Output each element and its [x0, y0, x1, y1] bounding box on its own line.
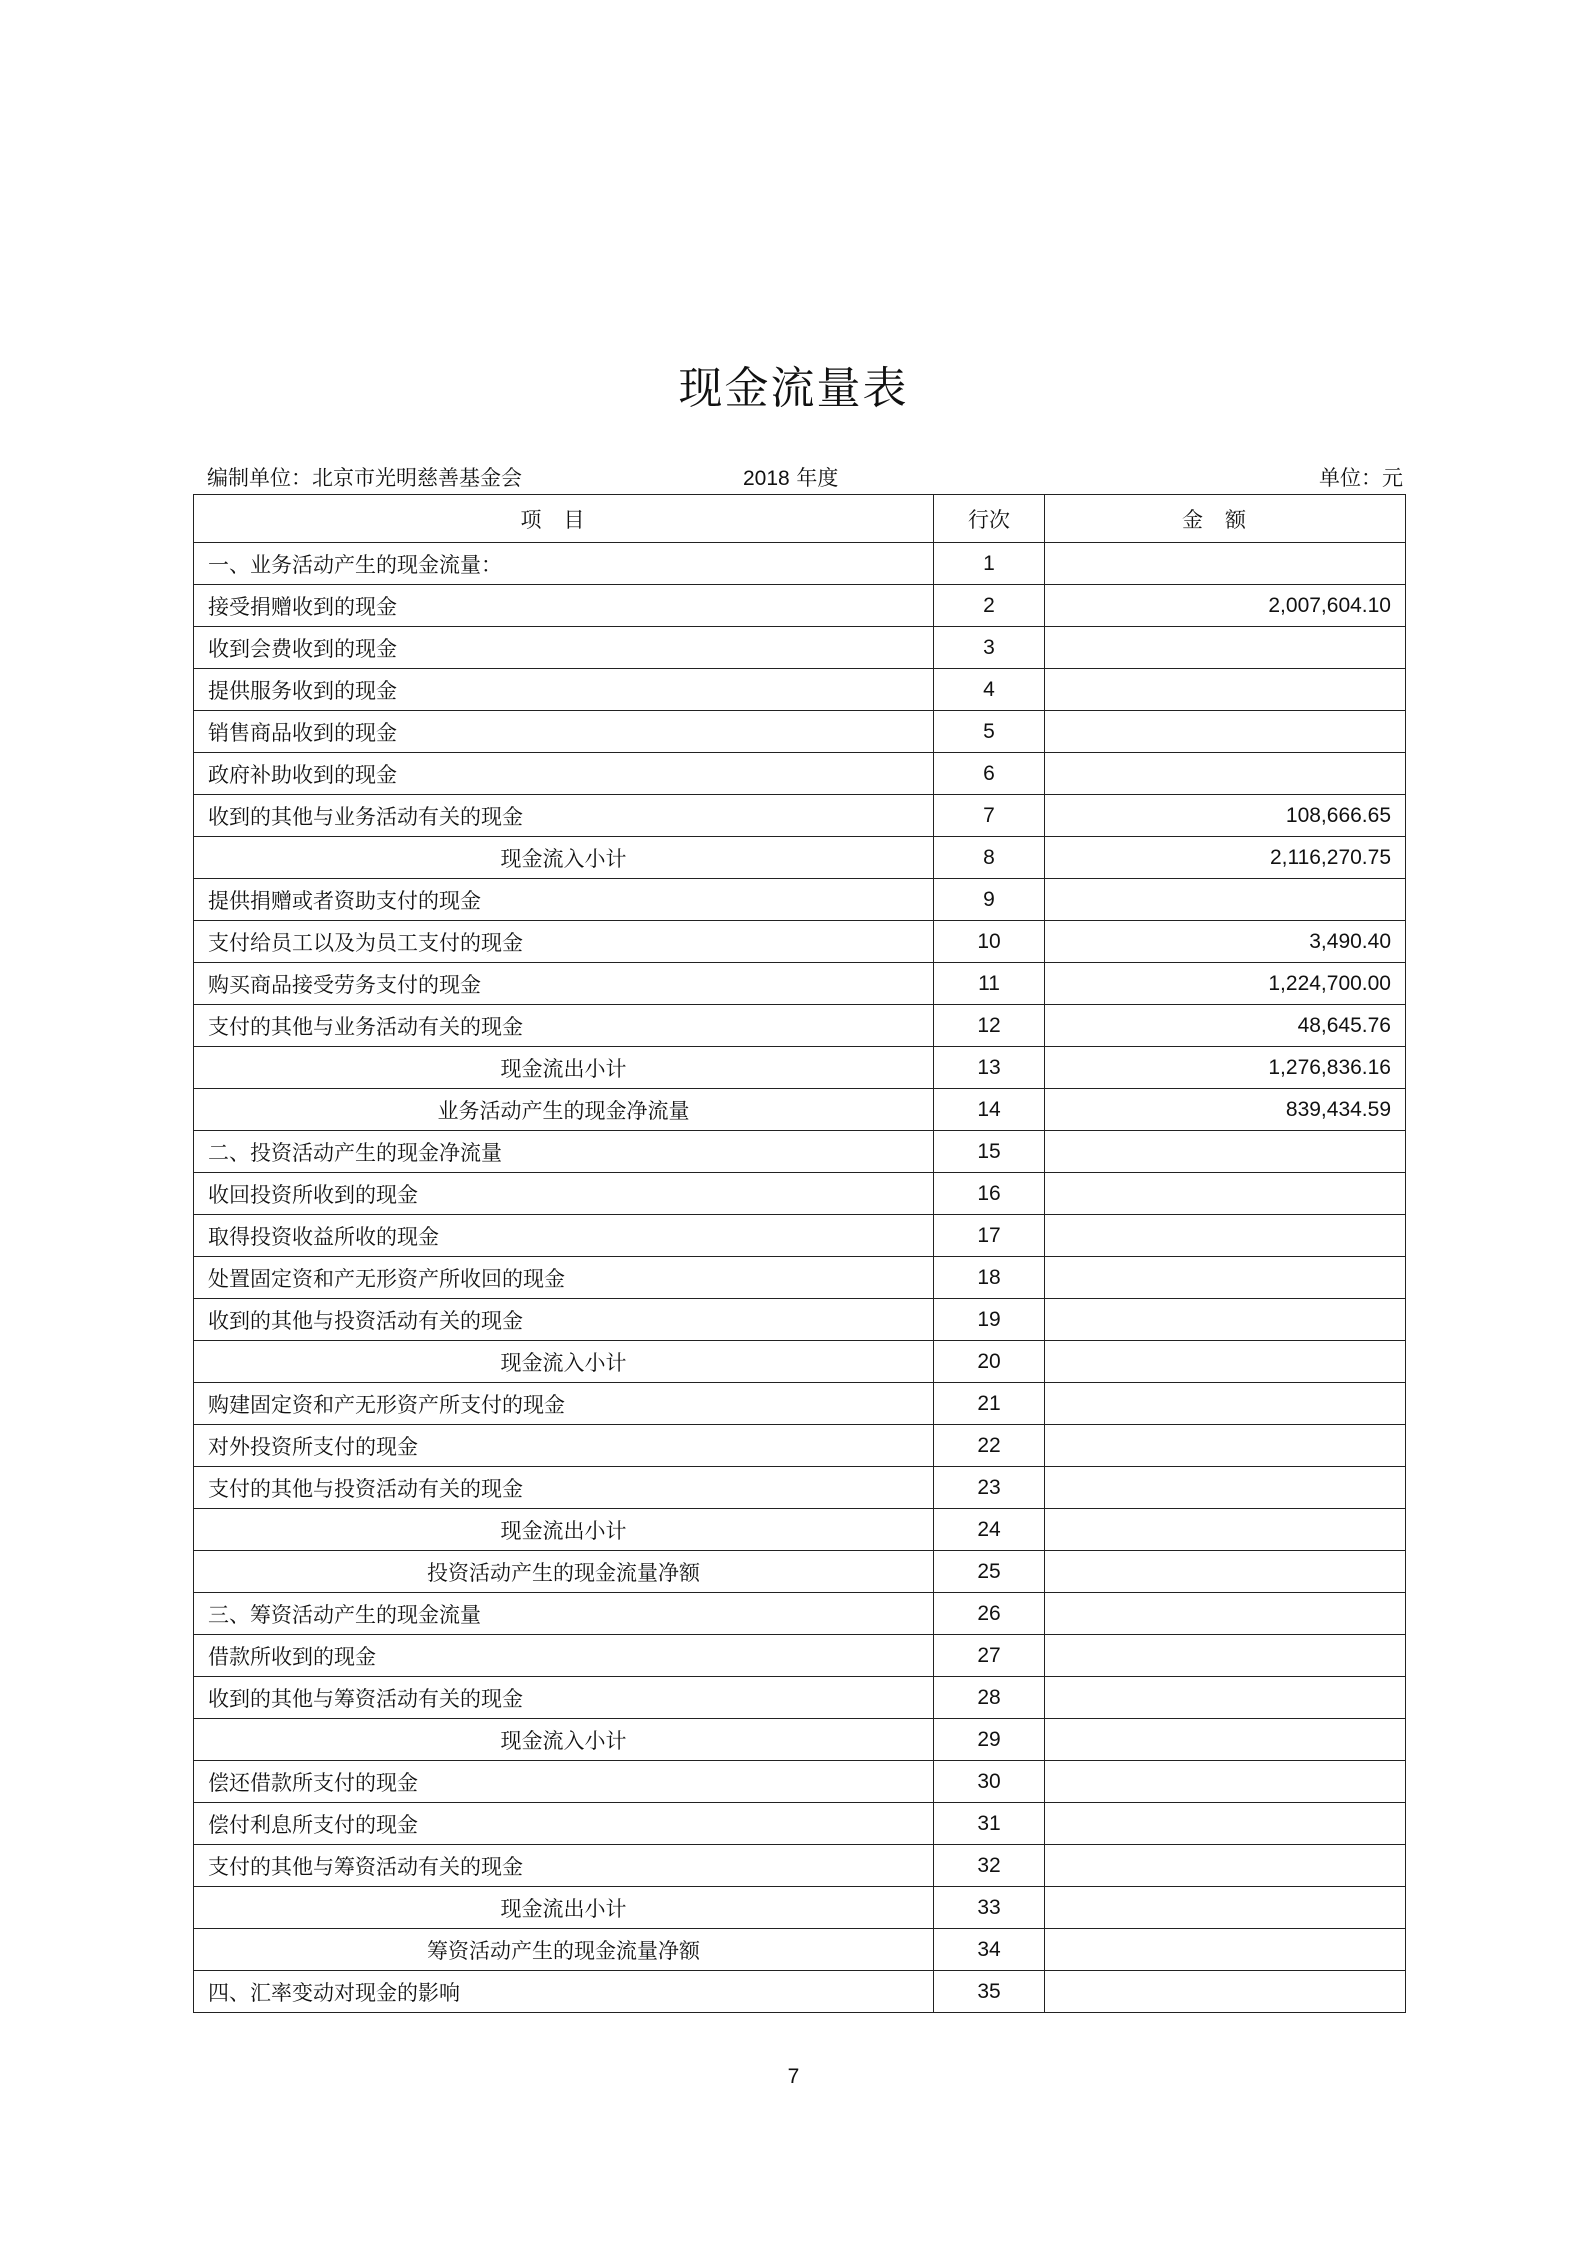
table-row	[194, 837, 1406, 879]
row-item: 现金流出小计	[194, 1509, 934, 1551]
row-item: 收到会费收到的现金	[194, 627, 934, 669]
row-amount: 108,666.65	[1045, 795, 1406, 837]
table-row	[194, 1593, 1406, 1635]
row-item: 支付的其他与业务活动有关的现金	[194, 1005, 934, 1047]
row-line-no: 4	[934, 669, 1045, 711]
row-item: 现金流出小计	[194, 1887, 934, 1929]
table-row	[194, 1887, 1406, 1929]
row-line-no: 28	[934, 1677, 1045, 1719]
row-line-no: 33	[934, 1887, 1045, 1929]
header-amount: 金额	[1045, 495, 1406, 543]
table-row	[194, 1509, 1406, 1551]
table-row	[194, 1089, 1406, 1131]
row-line-no: 13	[934, 1047, 1045, 1089]
table-row	[194, 963, 1406, 1005]
row-amount	[1045, 1131, 1406, 1173]
row-amount	[1045, 1257, 1406, 1299]
row-amount: 2,116,270.75	[1045, 837, 1406, 879]
row-amount	[1045, 1593, 1406, 1635]
row-item: 偿付利息所支付的现金	[194, 1803, 934, 1845]
row-item: 现金流出小计	[194, 1047, 934, 1089]
table-row	[194, 627, 1406, 669]
row-amount	[1045, 1929, 1406, 1971]
row-amount	[1045, 1173, 1406, 1215]
row-item: 支付给员工以及为员工支付的现金	[194, 921, 934, 963]
row-line-no: 8	[934, 837, 1045, 879]
table-row	[194, 1047, 1406, 1089]
row-item: 借款所收到的现金	[194, 1635, 934, 1677]
row-amount	[1045, 1971, 1406, 2013]
row-amount	[1045, 1551, 1406, 1593]
table-row	[194, 1131, 1406, 1173]
table-row	[194, 879, 1406, 921]
row-line-no: 2	[934, 585, 1045, 627]
row-line-no: 35	[934, 1971, 1045, 2013]
row-item: 投资活动产生的现金流量净额	[194, 1551, 934, 1593]
row-line-no: 20	[934, 1341, 1045, 1383]
header-line-no: 行次	[934, 495, 1045, 543]
row-amount: 3,490.40	[1045, 921, 1406, 963]
row-item: 政府补助收到的现金	[194, 753, 934, 795]
row-amount	[1045, 711, 1406, 753]
table-row	[194, 1635, 1406, 1677]
table-row	[194, 669, 1406, 711]
table-row	[194, 1929, 1406, 1971]
row-amount	[1045, 1215, 1406, 1257]
row-item: 支付的其他与筹资活动有关的现金	[194, 1845, 934, 1887]
row-amount	[1045, 1383, 1406, 1425]
row-amount	[1045, 1467, 1406, 1509]
table-row	[194, 921, 1406, 963]
row-amount	[1045, 1677, 1406, 1719]
row-amount	[1045, 879, 1406, 921]
row-item: 偿还借款所支付的现金	[194, 1761, 934, 1803]
row-item: 收到的其他与筹资活动有关的现金	[194, 1677, 934, 1719]
row-line-no: 24	[934, 1509, 1045, 1551]
row-line-no: 3	[934, 627, 1045, 669]
row-amount	[1045, 1509, 1406, 1551]
row-item: 收回投资所收到的现金	[194, 1173, 934, 1215]
row-item: 支付的其他与投资活动有关的现金	[194, 1467, 934, 1509]
report-meta	[193, 462, 1403, 492]
table-row	[194, 1383, 1406, 1425]
row-amount	[1045, 627, 1406, 669]
table-row	[194, 1971, 1406, 2013]
row-line-no: 22	[934, 1425, 1045, 1467]
row-item: 业务活动产生的现金净流量	[194, 1089, 934, 1131]
table-row	[194, 1257, 1406, 1299]
reporting-period	[743, 462, 838, 492]
row-line-no: 1	[934, 543, 1045, 585]
row-amount	[1045, 1719, 1406, 1761]
row-item: 提供捐赠或者资助支付的现金	[194, 879, 934, 921]
row-item: 收到的其他与投资活动有关的现金	[194, 1299, 934, 1341]
row-line-no: 26	[934, 1593, 1045, 1635]
row-item: 一、业务活动产生的现金流量：	[194, 543, 934, 585]
table-header-row	[194, 495, 1406, 543]
row-amount: 839,434.59	[1045, 1089, 1406, 1131]
table-row	[194, 1845, 1406, 1887]
table-row	[194, 585, 1406, 627]
table-row	[194, 1551, 1406, 1593]
header-item: 项目	[194, 495, 934, 543]
row-amount	[1045, 753, 1406, 795]
row-item: 筹资活动产生的现金流量净额	[194, 1929, 934, 1971]
row-line-no: 18	[934, 1257, 1045, 1299]
table-row	[194, 543, 1406, 585]
table-row	[194, 753, 1406, 795]
row-line-no: 5	[934, 711, 1045, 753]
row-line-no: 9	[934, 879, 1045, 921]
row-amount: 48,645.76	[1045, 1005, 1406, 1047]
table-row	[194, 795, 1406, 837]
row-amount: 2,007,604.10	[1045, 585, 1406, 627]
row-item: 四、汇率变动对现金的影响	[194, 1971, 934, 2013]
row-line-no: 15	[934, 1131, 1045, 1173]
table-row	[194, 1005, 1406, 1047]
table-row	[194, 1719, 1406, 1761]
row-line-no: 19	[934, 1299, 1045, 1341]
row-item: 接受捐赠收到的现金	[194, 585, 934, 627]
row-item: 现金流入小计	[194, 837, 934, 879]
row-line-no: 34	[934, 1929, 1045, 1971]
row-amount	[1045, 1845, 1406, 1887]
table-row	[194, 1341, 1406, 1383]
reporting-year: 2018	[743, 467, 790, 490]
row-amount	[1045, 1803, 1406, 1845]
row-line-no: 30	[934, 1761, 1045, 1803]
row-item: 销售商品收到的现金	[194, 711, 934, 753]
row-amount	[1045, 1761, 1406, 1803]
row-line-no: 6	[934, 753, 1045, 795]
row-item: 提供服务收到的现金	[194, 669, 934, 711]
row-amount	[1045, 1887, 1406, 1929]
reporting-year-suffix: 年度	[789, 466, 839, 490]
row-item: 现金流入小计	[194, 1719, 934, 1761]
table-body	[194, 543, 1406, 2013]
row-line-no: 32	[934, 1845, 1045, 1887]
row-line-no: 29	[934, 1719, 1045, 1761]
row-item: 对外投资所支付的现金	[194, 1425, 934, 1467]
row-item: 三、筹资活动产生的现金流量	[194, 1593, 934, 1635]
row-item: 现金流入小计	[194, 1341, 934, 1383]
page-title: 现金流量表	[678, 363, 909, 414]
row-amount: 1,276,836.16	[1045, 1047, 1406, 1089]
table-row	[194, 1677, 1406, 1719]
table-row	[194, 1803, 1406, 1845]
table-row	[194, 1215, 1406, 1257]
row-line-no: 12	[934, 1005, 1045, 1047]
row-amount	[1045, 1425, 1406, 1467]
table-row	[194, 1761, 1406, 1803]
row-line-no: 10	[934, 921, 1045, 963]
table-row	[194, 1173, 1406, 1215]
row-amount: 1,224,700.00	[1045, 963, 1406, 1005]
currency-unit: 单位：元	[1319, 466, 1403, 490]
row-amount	[1045, 1341, 1406, 1383]
row-item: 收到的其他与业务活动有关的现金	[194, 795, 934, 837]
reporting-entity: 编制单位：北京市光明慈善基金会	[207, 466, 522, 490]
row-line-no: 25	[934, 1551, 1045, 1593]
row-amount	[1045, 1299, 1406, 1341]
table-row	[194, 1425, 1406, 1467]
table-row	[194, 1299, 1406, 1341]
row-line-no: 31	[934, 1803, 1045, 1845]
row-amount	[1045, 1635, 1406, 1677]
row-item: 购建固定资和产无形资产所支付的现金	[194, 1383, 934, 1425]
row-line-no: 11	[934, 963, 1045, 1005]
row-item: 购买商品接受劳务支付的现金	[194, 963, 934, 1005]
row-item: 取得投资收益所收的现金	[194, 1215, 934, 1257]
row-line-no: 14	[934, 1089, 1045, 1131]
cash-flow-table	[193, 494, 1406, 2013]
row-amount	[1045, 543, 1406, 585]
row-line-no: 17	[934, 1215, 1045, 1257]
row-amount	[1045, 669, 1406, 711]
row-item: 处置固定资和产无形资产所收回的现金	[194, 1257, 934, 1299]
page-number: 7	[787, 2065, 800, 2088]
row-line-no: 27	[934, 1635, 1045, 1677]
row-line-no: 7	[934, 795, 1045, 837]
row-line-no: 23	[934, 1467, 1045, 1509]
row-line-no: 16	[934, 1173, 1045, 1215]
table-row	[194, 711, 1406, 753]
table-row	[194, 1467, 1406, 1509]
row-item: 二、投资活动产生的现金净流量	[194, 1131, 934, 1173]
row-line-no: 21	[934, 1383, 1045, 1425]
